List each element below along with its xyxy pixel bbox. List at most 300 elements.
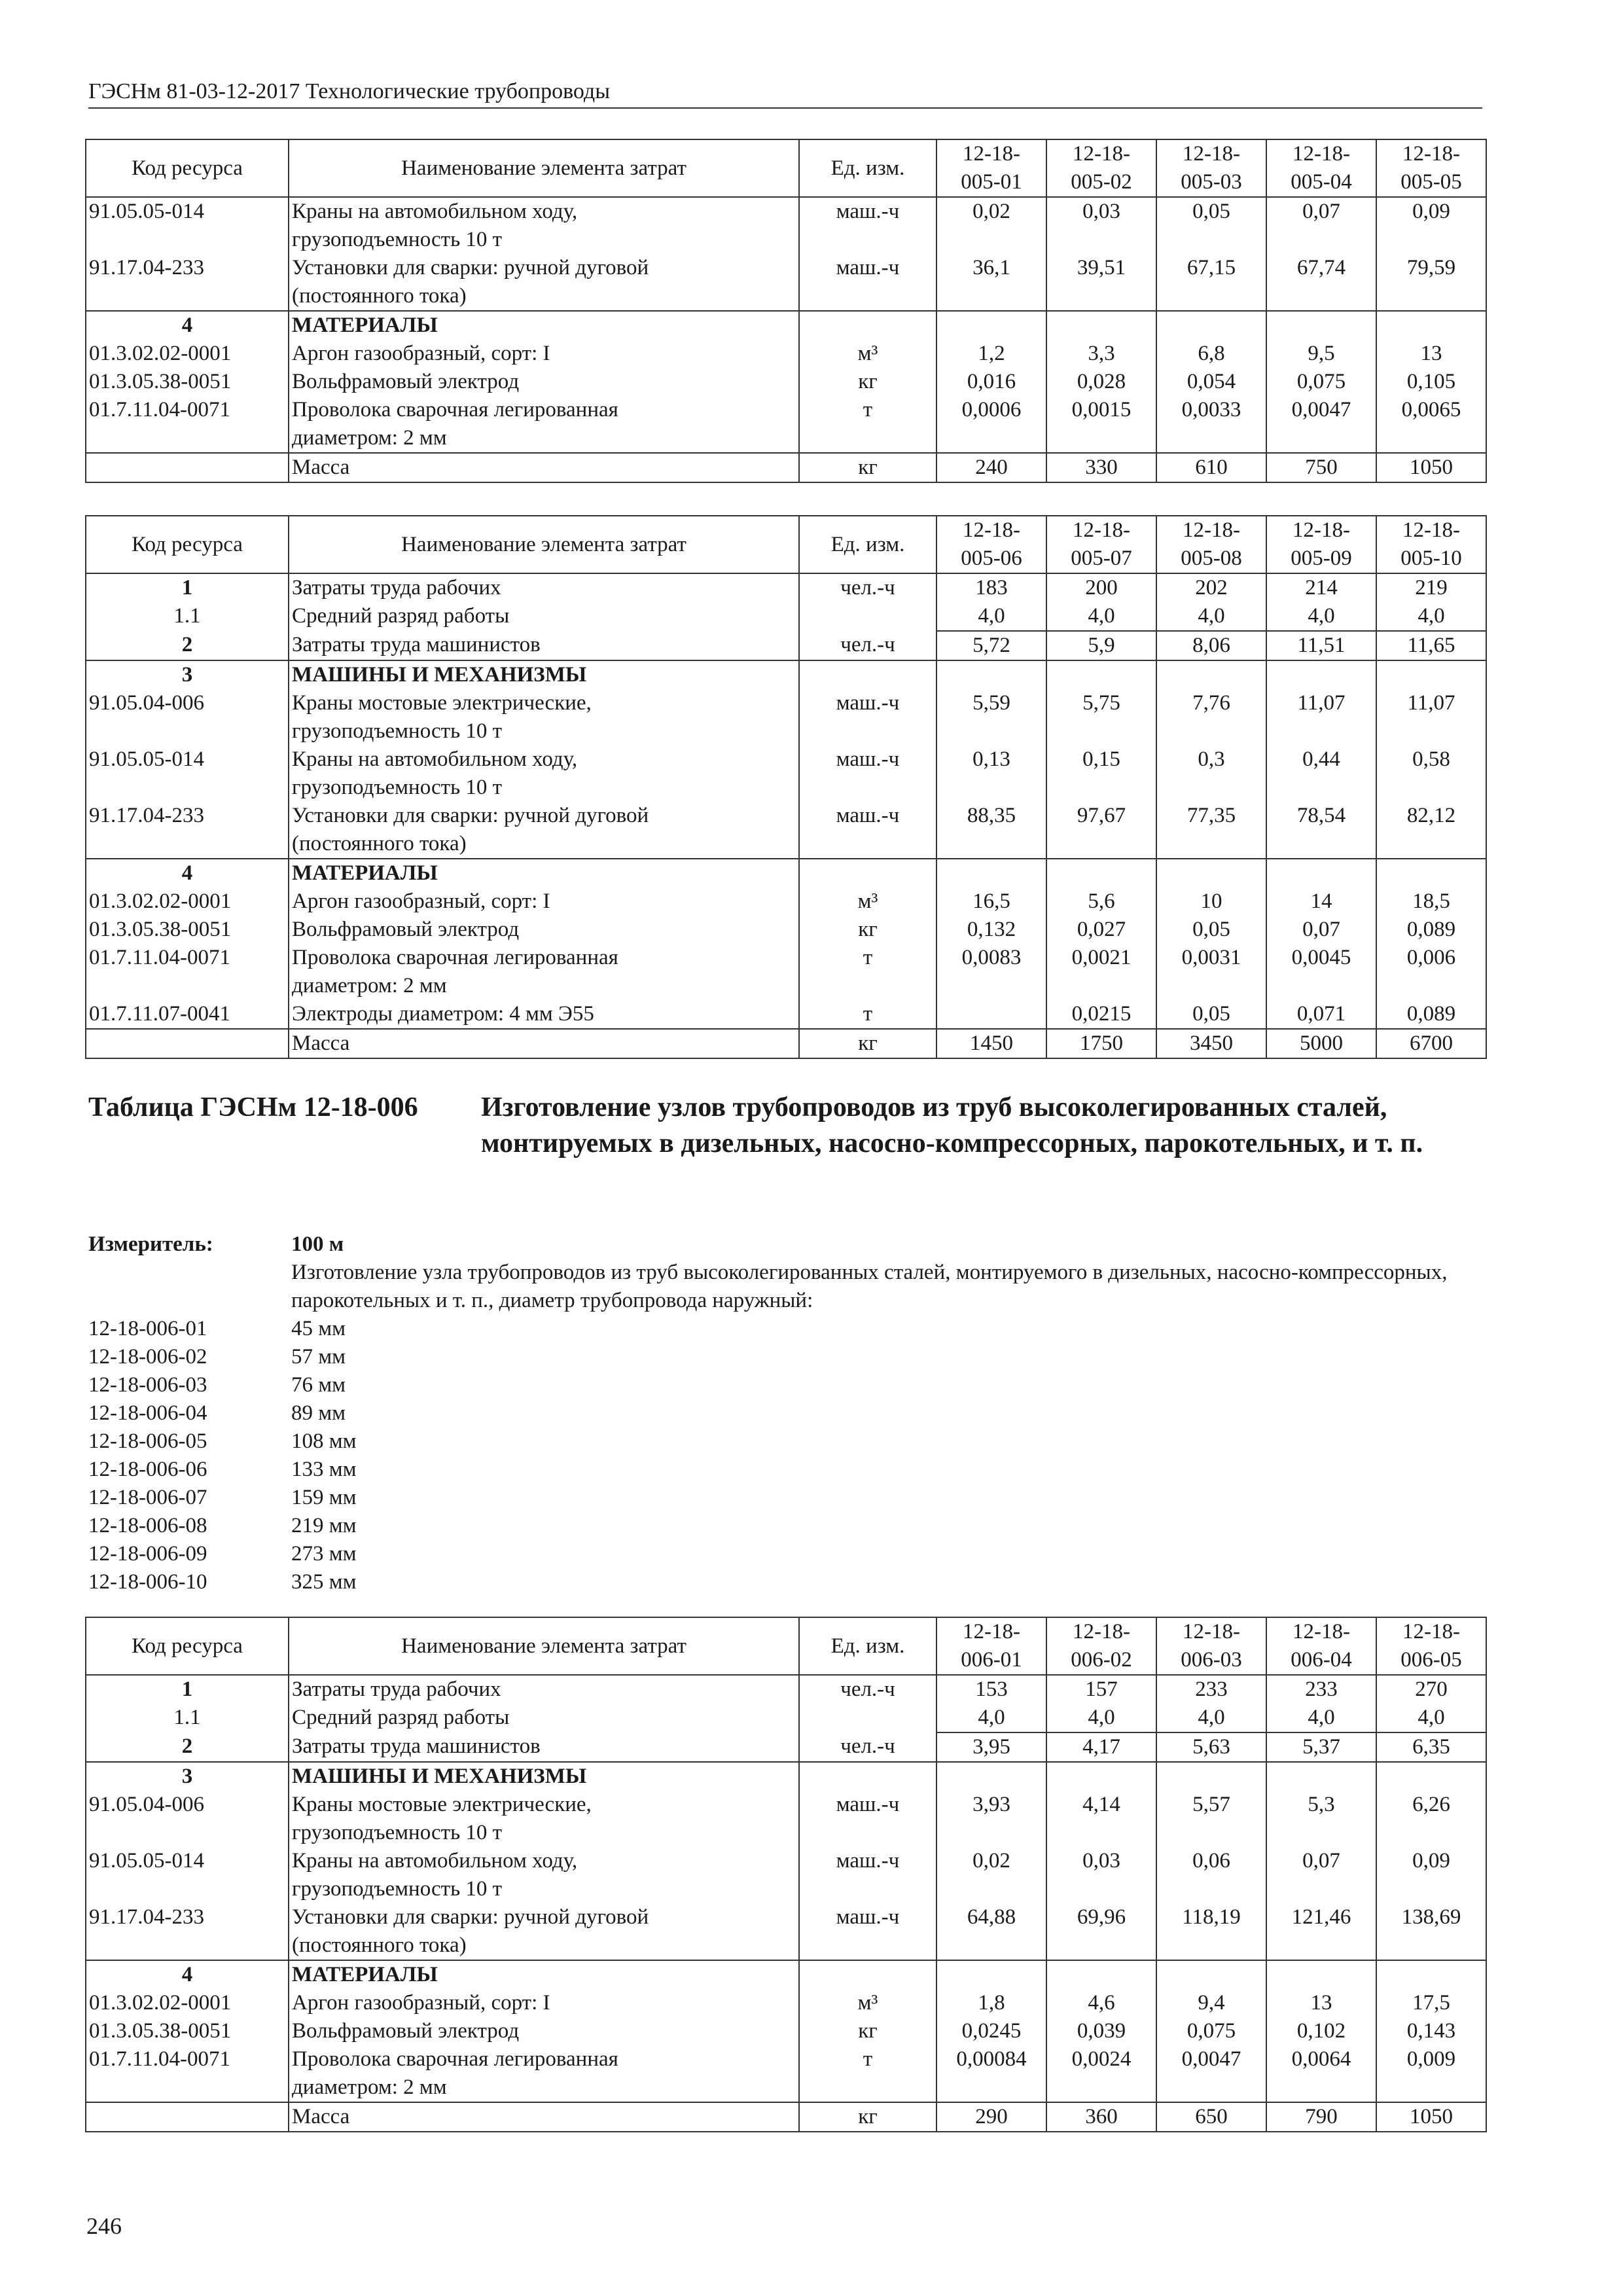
resource-code: 01.3.02.02-0001 [86, 888, 289, 916]
value-cell: 118,19 [1156, 1903, 1266, 1960]
measure-value: 100 м [291, 1232, 344, 1256]
value-cell [1266, 660, 1376, 689]
resource-name: Затраты труда машинистов [289, 631, 799, 660]
measure-item-value: 325 мм [291, 1570, 357, 1594]
measure-item-code: 12-18-006-04 [88, 1401, 207, 1425]
unit: маш.-ч [799, 1847, 936, 1903]
measure-items [88, 1315, 1482, 1596]
measure-item-value: 133 мм [291, 1458, 357, 1481]
unit: чел.-ч [799, 1675, 936, 1704]
value-cell: 183 [936, 573, 1046, 602]
value-cell [936, 660, 1046, 689]
unit: чел.-ч [799, 573, 936, 602]
value-cell [1376, 1960, 1486, 1989]
value-cell: 5,75 [1046, 689, 1156, 745]
value-cell: 0,0065 [1376, 396, 1486, 453]
value-cell: 0,039 [1046, 2017, 1156, 2045]
measure-item-code: 12-18-006-02 [88, 1345, 207, 1369]
value-cell: 0,054 [1156, 368, 1266, 396]
resource-name: Краны мостовые электрические, грузоподъемность 10 т [289, 1791, 799, 1847]
value-cell: 3,95 [936, 1732, 1046, 1762]
col-header-norm-code: 12-18- 005-04 [1266, 139, 1376, 197]
value-cell: 17,5 [1376, 1989, 1486, 2017]
col-header-norm-code: 12-18- 006-03 [1156, 1617, 1266, 1675]
value-cell: 0,05 [1156, 1000, 1266, 1029]
value-cell: 157 [1046, 1675, 1156, 1704]
value-cell [1156, 859, 1266, 888]
value-cell: 610 [1156, 453, 1266, 482]
table-row [86, 340, 1486, 368]
table-row [86, 1704, 1486, 1732]
value-cell: 0,089 [1376, 1000, 1486, 1029]
running-header: ГЭСНм 81-03-12-2017 Технологические трубопроводы [88, 77, 1482, 109]
value-cell: 69,96 [1046, 1903, 1156, 1960]
section-title: МАШИНЫ И МЕХАНИЗМЫ [289, 660, 799, 689]
unit: кг [799, 2102, 936, 2132]
value-cell [1046, 1762, 1156, 1791]
value-cell [936, 1762, 1046, 1791]
value-cell: 5,9 [1046, 631, 1156, 660]
section-row [86, 311, 1486, 340]
value-cell: 0,0006 [936, 396, 1046, 453]
unit: маш.-ч [799, 254, 936, 311]
value-cell: 0,02 [936, 1847, 1046, 1903]
unit: кг [799, 2017, 936, 2045]
value-cell: 0,016 [936, 368, 1046, 396]
value-cell: 1,2 [936, 340, 1046, 368]
col-header-norm-code: 12-18- 005-07 [1046, 516, 1156, 573]
value-cell: 11,51 [1266, 631, 1376, 660]
value-cell: 0,07 [1266, 1847, 1376, 1903]
col-header-name: Наименование элемента затрат [289, 139, 799, 197]
section-number: 1 [86, 573, 289, 602]
resource-table-006-01-05 [85, 1617, 1487, 2132]
value-cell: 0,143 [1376, 2017, 1486, 2045]
section-title: МАТЕРИАЛЫ [289, 859, 799, 888]
measure-item [88, 1427, 1482, 1456]
resource-code [86, 453, 289, 482]
section-row [86, 1960, 1486, 1989]
section-title: МАШИНЫ И МЕХАНИЗМЫ [289, 1762, 799, 1791]
unit [799, 1704, 936, 1732]
col-header-code: Код ресурса [86, 139, 289, 197]
unit: маш.-ч [799, 745, 936, 802]
col-header-norm-code: 12-18- 005-09 [1266, 516, 1376, 573]
unit: кг [799, 368, 936, 396]
resource-name: Аргон газообразный, сорт: I [289, 1989, 799, 2017]
value-cell: 200 [1046, 573, 1156, 602]
value-cell: 650 [1156, 2102, 1266, 2132]
value-cell [936, 859, 1046, 888]
value-cell: 18,5 [1376, 888, 1486, 916]
section-title: МАТЕРИАЛЫ [289, 1960, 799, 1989]
resource-code: 01.3.05.38-0051 [86, 368, 289, 396]
measure-item-code: 12-18-006-08 [88, 1514, 207, 1537]
col-header-norm-code: 12-18- 006-04 [1266, 1617, 1376, 1675]
value-cell: 5,72 [936, 631, 1046, 660]
unit: маш.-ч [799, 1903, 936, 1960]
resource-code: 01.7.11.04-0071 [86, 396, 289, 453]
value-cell: 360 [1046, 2102, 1156, 2132]
table-row [86, 689, 1486, 745]
unit: маш.-ч [799, 802, 936, 859]
measure-item [88, 1456, 1482, 1484]
table-row [86, 1000, 1486, 1029]
value-cell [1046, 660, 1156, 689]
value-cell: 0,028 [1046, 368, 1156, 396]
value-cell: 67,74 [1266, 254, 1376, 311]
measure-item [88, 1540, 1482, 1568]
value-cell: 13 [1376, 340, 1486, 368]
section-number: 4 [86, 859, 289, 888]
unit: чел.-ч [799, 631, 936, 660]
value-cell: 214 [1266, 573, 1376, 602]
value-cell: 7,76 [1156, 689, 1266, 745]
value-cell: 10 [1156, 888, 1266, 916]
value-cell: 0,0047 [1156, 2045, 1266, 2102]
value-cell: 790 [1266, 2102, 1376, 2132]
col-header-norm-code: 12-18- 005-05 [1376, 139, 1486, 197]
table-row [86, 368, 1486, 396]
value-cell: 88,35 [936, 802, 1046, 859]
value-cell: 5,3 [1266, 1791, 1376, 1847]
measure-item-code: 12-18-006-09 [88, 1542, 207, 1566]
value-cell: 0,009 [1376, 2045, 1486, 2102]
value-cell: 270 [1376, 1675, 1486, 1704]
value-cell: 0,0021 [1046, 944, 1156, 1000]
subsection-number: 1.1 [86, 1704, 289, 1732]
value-cell: 4,0 [1266, 602, 1376, 631]
unit: маш.-ч [799, 1791, 936, 1847]
resource-name: Аргон газообразный, сорт: I [289, 888, 799, 916]
unit: маш.-ч [799, 689, 936, 745]
table-row [86, 745, 1486, 802]
resource-code: 01.3.02.02-0001 [86, 1989, 289, 2017]
measure-item-code: 12-18-006-03 [88, 1373, 207, 1397]
value-cell: 219 [1376, 573, 1486, 602]
value-cell: 1050 [1376, 453, 1486, 482]
resource-name: Затраты труда рабочих [289, 573, 799, 602]
value-cell: 78,54 [1266, 802, 1376, 859]
resource-name: Затраты труда рабочих [289, 1675, 799, 1704]
measure-item [88, 1568, 1482, 1596]
value-cell: 290 [936, 2102, 1046, 2132]
value-cell: 1050 [1376, 2102, 1486, 2132]
value-cell: 97,67 [1046, 802, 1156, 859]
value-cell: 5,57 [1156, 1791, 1266, 1847]
value-cell: 4,14 [1046, 1791, 1156, 1847]
value-cell: 11,07 [1376, 689, 1486, 745]
value-cell: 4,0 [1376, 1704, 1486, 1732]
value-cell: 5,37 [1266, 1732, 1376, 1762]
value-cell: 4,0 [936, 1704, 1046, 1732]
value-cell: 0,07 [1266, 916, 1376, 944]
value-cell: 6,8 [1156, 340, 1266, 368]
value-cell: 8,06 [1156, 631, 1266, 660]
resource-code: 91.05.04-006 [86, 1791, 289, 1847]
value-cell: 4,17 [1046, 1732, 1156, 1762]
resource-name: Вольфрамовый электрод [289, 916, 799, 944]
section-number: 3 [86, 660, 289, 689]
value-cell: 9,5 [1266, 340, 1376, 368]
col-header-norm-code: 12-18- 005-03 [1156, 139, 1266, 197]
section-row [86, 660, 1486, 689]
col-header-norm-code: 12-18- 005-08 [1156, 516, 1266, 573]
resource-name: Масса [289, 2102, 799, 2132]
unit: м³ [799, 888, 936, 916]
resource-name: Средний разряд работы [289, 1704, 799, 1732]
table-header-row [86, 139, 1486, 197]
resource-code: 01.7.11.07-0041 [86, 1000, 289, 1029]
resource-table-005-01-05 [85, 139, 1487, 483]
measure-item [88, 1315, 1482, 1343]
value-cell: 16,5 [936, 888, 1046, 916]
value-cell [1156, 311, 1266, 340]
value-cell: 4,0 [936, 602, 1046, 631]
resource-code: 91.17.04-233 [86, 802, 289, 859]
table-row [86, 2045, 1486, 2102]
value-cell: 121,46 [1266, 1903, 1376, 1960]
section-number: 2 [86, 1732, 289, 1762]
table-row [86, 1903, 1486, 1960]
resource-name: Проволока сварочная легированная диаметром: 2 мм [289, 396, 799, 453]
value-cell: 0,44 [1266, 745, 1376, 802]
value-cell [1266, 1960, 1376, 1989]
resource-code: 91.17.04-233 [86, 1903, 289, 1960]
value-cell: 0,027 [1046, 916, 1156, 944]
value-cell: 0,0024 [1046, 2045, 1156, 2102]
value-cell: 0,075 [1156, 2017, 1266, 2045]
value-cell: 0,58 [1376, 745, 1486, 802]
table-header-row [86, 1617, 1486, 1675]
value-cell [936, 311, 1046, 340]
measure-item-value: 89 мм [291, 1401, 346, 1425]
value-cell: 3,3 [1046, 340, 1156, 368]
resource-table-005-06-10 [85, 515, 1487, 1059]
value-cell: 0,0215 [1046, 1000, 1156, 1029]
value-cell: 4,0 [1046, 602, 1156, 631]
col-header-name: Наименование элемента затрат [289, 1617, 799, 1675]
value-cell: 0,0083 [936, 944, 1046, 1000]
measure-item-value: 273 мм [291, 1542, 357, 1566]
section-number: 3 [86, 1762, 289, 1791]
value-cell: 1750 [1046, 1029, 1156, 1058]
section-number: 1 [86, 1675, 289, 1704]
unit: м³ [799, 340, 936, 368]
unit: т [799, 944, 936, 1000]
measure-item [88, 1512, 1482, 1540]
resource-code [86, 1029, 289, 1058]
section-row [86, 859, 1486, 888]
resource-name: Краны на автомобильном ходу, грузоподъемность 10 т [289, 1847, 799, 1903]
value-cell: 240 [936, 453, 1046, 482]
value-cell [936, 1000, 1046, 1029]
value-cell: 0,05 [1156, 916, 1266, 944]
table-number: Таблица ГЭСНм 12-18-006 [88, 1092, 418, 1122]
table-row [86, 602, 1486, 631]
value-cell: 1450 [936, 1029, 1046, 1058]
value-cell: 0,06 [1156, 1847, 1266, 1903]
value-cell: 5,63 [1156, 1732, 1266, 1762]
unit: м³ [799, 1989, 936, 2017]
resource-code [86, 2102, 289, 2132]
unit: т [799, 396, 936, 453]
resource-name: Установки для сварки: ручной дуговой (постоянного тока) [289, 254, 799, 311]
value-cell: 6,26 [1376, 1791, 1486, 1847]
col-header-norm-code: 12-18- 006-01 [936, 1617, 1046, 1675]
col-header-norm-code: 12-18- 005-10 [1376, 516, 1486, 573]
value-cell: 0,075 [1266, 368, 1376, 396]
table-row [86, 197, 1486, 254]
table-caption: Изготовление узлов трубопроводов из труб высоколегированных сталей, монтируемых в дизельных, насосно-компрессорных, парокотельных, и т. п. [481, 1092, 1423, 1158]
value-cell [1156, 660, 1266, 689]
value-cell: 1,8 [936, 1989, 1046, 2017]
value-cell [1376, 311, 1486, 340]
value-cell: 5,6 [1046, 888, 1156, 916]
col-header-norm-code: 12-18- 006-02 [1046, 1617, 1156, 1675]
value-cell: 4,0 [1376, 602, 1486, 631]
col-header-unit: Ед. изм. [799, 516, 936, 573]
value-cell: 0,15 [1046, 745, 1156, 802]
table-row [86, 1847, 1486, 1903]
col-header-norm-code: 12-18- 005-02 [1046, 139, 1156, 197]
table-row [86, 944, 1486, 1000]
value-cell: 233 [1156, 1675, 1266, 1704]
section-number: 4 [86, 1960, 289, 1989]
measure-item-value: 159 мм [291, 1486, 357, 1509]
resource-name: Средний разряд работы [289, 602, 799, 631]
resource-code: 91.05.05-014 [86, 1847, 289, 1903]
measure-item-code: 12-18-006-05 [88, 1429, 207, 1453]
value-cell: 3450 [1156, 1029, 1266, 1058]
value-cell: 0,09 [1376, 1847, 1486, 1903]
resource-name: Вольфрамовый электрод [289, 368, 799, 396]
value-cell: 233 [1266, 1675, 1376, 1704]
unit [799, 1762, 936, 1791]
value-cell [1376, 660, 1486, 689]
resource-name: Электроды диаметром: 4 мм Э55 [289, 1000, 799, 1029]
unit: кг [799, 916, 936, 944]
value-cell: 0,105 [1376, 368, 1486, 396]
value-cell: 13 [1266, 1989, 1376, 2017]
value-cell [936, 1960, 1046, 1989]
measure-label: Измеритель: [88, 1232, 213, 1256]
value-cell: 67,15 [1156, 254, 1266, 311]
measure-item-value: 108 мм [291, 1429, 357, 1453]
measure-item [88, 1371, 1482, 1399]
resource-code: 01.3.02.02-0001 [86, 340, 289, 368]
measure-item-value: 76 мм [291, 1373, 346, 1397]
value-cell: 5000 [1266, 1029, 1376, 1058]
page-number: 246 [86, 2213, 122, 2239]
value-cell: 750 [1266, 453, 1376, 482]
value-cell: 0,00084 [936, 2045, 1046, 2102]
resource-code: 91.05.05-014 [86, 745, 289, 802]
value-cell: 4,6 [1046, 1989, 1156, 2017]
value-cell: 0,0031 [1156, 944, 1266, 1000]
value-cell: 36,1 [936, 254, 1046, 311]
resource-name: Установки для сварки: ручной дуговой (постоянного тока) [289, 802, 799, 859]
resource-name: Установки для сварки: ручной дуговой (постоянного тока) [289, 1903, 799, 1960]
section-row [86, 1762, 1486, 1791]
value-cell: 82,12 [1376, 802, 1486, 859]
value-cell: 0,102 [1266, 2017, 1376, 2045]
value-cell: 3,93 [936, 1791, 1046, 1847]
value-cell: 11,07 [1266, 689, 1376, 745]
value-cell [1266, 1762, 1376, 1791]
value-cell: 0,03 [1046, 1847, 1156, 1903]
measure-item [88, 1484, 1482, 1512]
value-cell [1376, 1762, 1486, 1791]
value-cell: 0,0047 [1266, 396, 1376, 453]
total-row [86, 453, 1486, 482]
value-cell: 0,3 [1156, 745, 1266, 802]
resource-name: Краны мостовые электрические, грузоподъемность 10 т [289, 689, 799, 745]
value-cell: 4,0 [1156, 1704, 1266, 1732]
unit [799, 1960, 936, 1989]
table-row [86, 916, 1486, 944]
value-cell: 64,88 [936, 1903, 1046, 1960]
measure-item-code: 12-18-006-06 [88, 1458, 207, 1481]
measure-block [88, 1230, 1482, 1596]
measure-item [88, 1343, 1482, 1371]
value-cell [1046, 1960, 1156, 1989]
value-cell: 4,0 [1156, 602, 1266, 631]
section-number: 2 [86, 631, 289, 660]
resource-name: Краны на автомобильном ходу, грузоподъемность 10 т [289, 745, 799, 802]
resource-name: Аргон газообразный, сорт: I [289, 340, 799, 368]
unit: чел.-ч [799, 1732, 936, 1762]
value-cell: 202 [1156, 573, 1266, 602]
resource-name: Проволока сварочная легированная диаметром: 2 мм [289, 2045, 799, 2102]
resource-code: 91.17.04-233 [86, 254, 289, 311]
measure-item-code: 12-18-006-01 [88, 1317, 207, 1340]
measure-item-code: 12-18-006-07 [88, 1486, 207, 1509]
col-header-norm-code: 12-18- 005-06 [936, 516, 1046, 573]
unit [799, 859, 936, 888]
value-cell: 0,0015 [1046, 396, 1156, 453]
value-cell: 0,02 [936, 197, 1046, 254]
section-row [86, 1732, 1486, 1762]
resource-name: Краны на автомобильном ходу, грузоподъемность 10 т [289, 197, 799, 254]
unit [799, 311, 936, 340]
unit [799, 602, 936, 631]
value-cell: 5,59 [936, 689, 1046, 745]
value-cell: 6,35 [1376, 1732, 1486, 1762]
unit: кг [799, 1029, 936, 1058]
section-row [86, 631, 1486, 660]
value-cell: 0,089 [1376, 916, 1486, 944]
measure-item [88, 1399, 1482, 1427]
col-header-norm-code: 12-18- 005-01 [936, 139, 1046, 197]
value-cell: 0,05 [1156, 197, 1266, 254]
resource-name: Затраты труда машинистов [289, 1732, 799, 1762]
table-row [86, 1989, 1486, 2017]
value-cell: 14 [1266, 888, 1376, 916]
value-cell: 330 [1046, 453, 1156, 482]
unit [799, 660, 936, 689]
value-cell: 4,0 [1266, 1704, 1376, 1732]
value-cell: 6700 [1376, 1029, 1486, 1058]
section-title: МАТЕРИАЛЫ [289, 311, 799, 340]
unit: кг [799, 453, 936, 482]
unit: т [799, 2045, 936, 2102]
section-row [86, 573, 1486, 602]
col-header-norm-code: 12-18- 006-05 [1376, 1617, 1486, 1675]
value-cell [1376, 859, 1486, 888]
measure-item-value: 219 мм [291, 1514, 357, 1537]
value-cell: 39,51 [1046, 254, 1156, 311]
